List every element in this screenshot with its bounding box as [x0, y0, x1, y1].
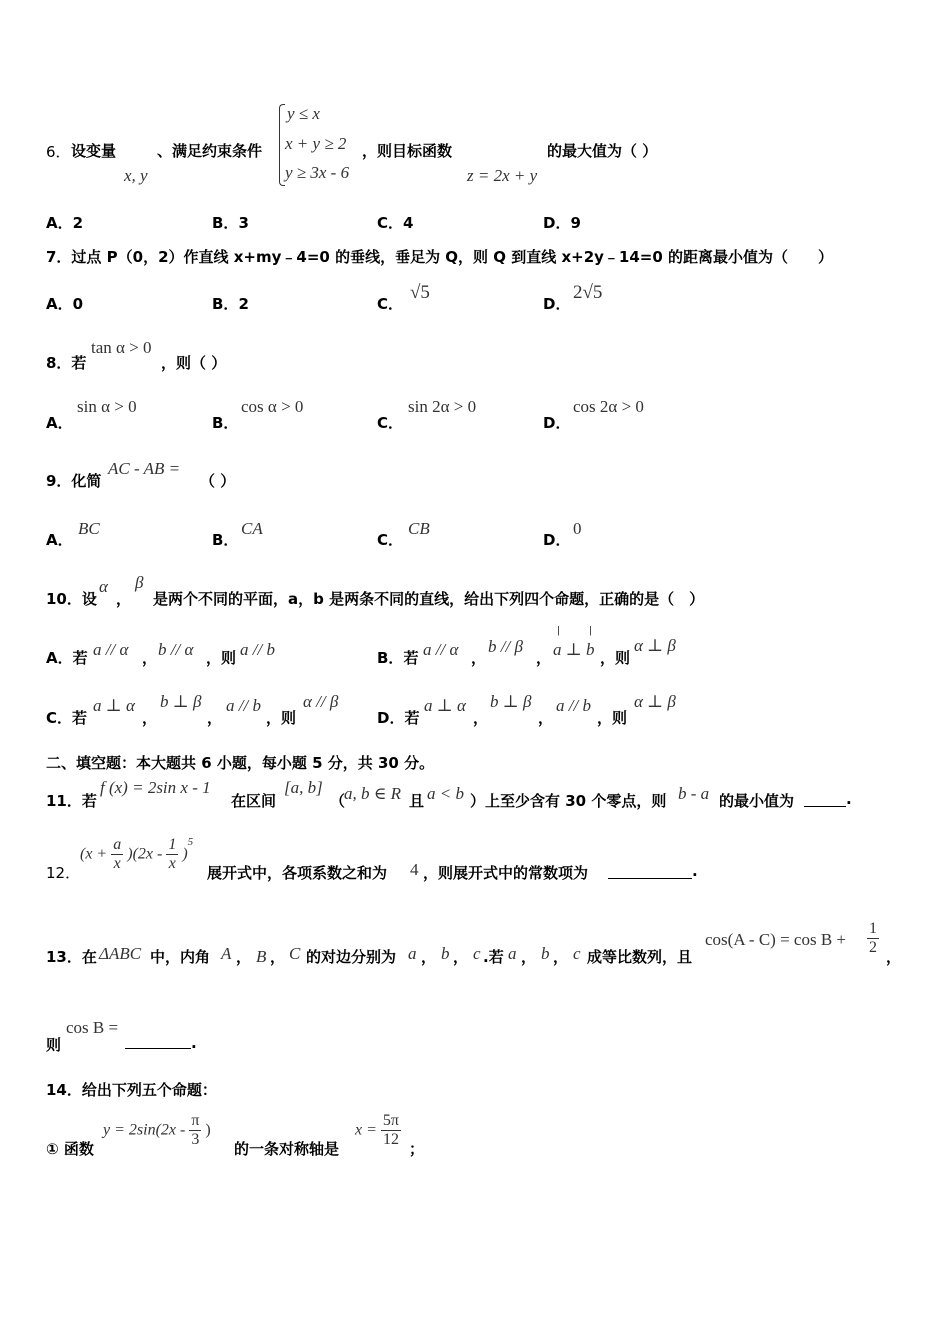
q13-text-3: .若 — [483, 948, 504, 966]
q13-side-b: b — [441, 944, 450, 963]
q11-text-2: （ — [330, 792, 346, 810]
q13-number: 13．在 — [46, 948, 97, 966]
q10-b-comma-2: ， — [536, 649, 552, 667]
q14-item-1-pre: ① 函数 — [46, 1140, 94, 1158]
q8-number: 8．若 — [46, 354, 87, 372]
q13-side-b-2: b — [541, 944, 550, 963]
q6-text-4: 的最大值为（ ） — [547, 142, 658, 160]
q11-answer-blank[interactable] — [804, 790, 846, 807]
q12-sum: 4 — [410, 860, 419, 879]
q10-d-cond-3: a // b — [556, 696, 591, 715]
q13-text-2: 的对边分别为 — [306, 948, 397, 966]
q9-tail: （ ） — [200, 472, 236, 490]
q13-angle-a: A — [221, 944, 232, 963]
q9-option-b-label[interactable]: B． — [212, 531, 239, 549]
q10-b-cond-1: a // α — [423, 640, 459, 659]
q13-side-c: c — [473, 944, 481, 963]
q10-d-mid: ，则 — [597, 709, 628, 727]
q7-option-d-label[interactable]: D． — [543, 295, 571, 313]
q14-item-1-mid: 的一条对称轴是 — [234, 1140, 340, 1158]
q9-number: 9．化简 — [46, 472, 102, 490]
q12-text-2: ，则展开式中的常数项为 — [423, 864, 589, 882]
q11-expression: b - a — [678, 784, 710, 803]
q10-d-cond-2: b ⊥ β — [490, 692, 532, 711]
q7-option-a[interactable]: A．0 — [46, 295, 84, 313]
q13-sep-3: ， — [421, 948, 437, 966]
q11-number: 11．若 — [46, 792, 97, 810]
q11-interval: [a, b] — [284, 778, 323, 797]
q9-option-a-value: BC — [78, 519, 100, 538]
q7-text: 7．过点 P（0，2）作直线 x+my﹣4=0 的垂线，垂足为 Q，则 Q 到直线 x+2y﹣14=0 的距离最小值为（ ） — [46, 248, 834, 266]
q13-angle-c: C — [289, 944, 301, 963]
q13-angle-b: B — [256, 947, 267, 966]
q10-c-cond-1: a ⊥ α — [93, 696, 135, 715]
q10-a-cond-2: b // α — [158, 640, 194, 659]
q10-c-cond-2: b ⊥ β — [160, 692, 202, 711]
q14-heading: 14．给出下列五个命题： — [46, 1081, 217, 1099]
q9-option-b-value: CA — [241, 519, 263, 538]
q13-text-4: 成等比数列，且 — [587, 948, 693, 966]
q11-text-1: 在区间 — [231, 792, 277, 810]
q10-b-cond-2: b // β — [488, 637, 523, 656]
q10-b-result: α ⊥ β — [634, 636, 676, 655]
q6-option-d[interactable]: D．9 — [543, 214, 581, 232]
q10-separator: ， — [116, 590, 132, 608]
q10-d-comma-1: ， — [473, 709, 489, 727]
q13-ask: cos B = — [66, 1018, 119, 1037]
q10-option-d[interactable]: D．若 — [377, 709, 420, 727]
q9-option-d-label[interactable]: D． — [543, 531, 571, 549]
q13-text-5: 则 — [46, 1036, 62, 1054]
q10-b-comma-1: ， — [471, 649, 487, 667]
q6-constraint-1: y ≤ x — [287, 104, 320, 123]
q8-option-a-label[interactable]: A． — [46, 414, 73, 432]
q6-option-b[interactable]: B．3 — [212, 214, 249, 232]
q10-beta: β — [135, 573, 144, 592]
q11-condition-2: a < b — [427, 784, 464, 803]
q10-c-comma-2: ， — [207, 709, 223, 727]
q9-option-d-value: 0 — [573, 519, 582, 538]
q8-option-d-label[interactable]: D． — [543, 414, 571, 432]
q13-text-1: 中，内角 — [150, 948, 211, 966]
q13-sep-2: ， — [270, 948, 286, 966]
q14-item-1-axis: x = $\frac{5\pi}{12}$ — [355, 1112, 399, 1148]
q10-number: 10．设 — [46, 590, 97, 608]
q10-d-comma-2: ， — [538, 709, 554, 727]
q12-answer-blank[interactable] — [608, 862, 692, 879]
q6-number: 6． — [46, 143, 71, 161]
q10-option-a[interactable]: A．若 — [46, 649, 88, 667]
q13-sep-1: ， — [236, 948, 252, 966]
q14-item-1-end: ； — [409, 1140, 425, 1158]
q6-option-a[interactable]: A．2 — [46, 214, 84, 232]
q6-option-c[interactable]: C．4 — [377, 214, 414, 232]
q9-expression: AC - AB = — [108, 459, 181, 478]
q13-fraction: $\frac{1}{2}$ — [869, 920, 877, 956]
vector-mark-a: | — [557, 626, 561, 636]
q9-option-c-value: CB — [408, 519, 430, 538]
q7-option-b[interactable]: B．2 — [212, 295, 249, 313]
q11-function: f (x) = 2sin x - 1 — [100, 778, 211, 797]
q8-option-a-value: sin α > 0 — [77, 397, 137, 416]
q13-side-a-2: a — [508, 944, 517, 963]
q12-number: 12． — [46, 864, 81, 882]
q10-option-b[interactable]: B．若 — [377, 649, 419, 667]
q10-c-result: α // β — [303, 692, 339, 711]
q6-text-1: 设变量 — [71, 142, 117, 160]
q11-condition-1: a, b ∈ R — [344, 784, 401, 803]
q10-c-cond-3: a // b — [226, 696, 261, 715]
q8-option-b-label[interactable]: B． — [212, 414, 239, 432]
q13-side-a: a — [408, 944, 417, 963]
q10-a-cond-1: a // α — [93, 640, 129, 659]
q12-expression: (x + $\frac{a}{x}$ )(2x - $\frac{1}{x}$ )$^5$ — [80, 836, 194, 872]
q6-text-2: 、满足约束条件 — [157, 142, 263, 160]
q10-text: 是两个不同的平面，a，b 是两条不同的直线，给出下列四个命题，正确的是（ ） — [153, 590, 705, 608]
q14-item-1-function: y = 2sin(2x - $\frac{\pi}{3}$ ) — [103, 1112, 211, 1148]
q11-text-3: 且 — [409, 792, 425, 810]
q10-alpha: α — [99, 577, 108, 596]
q9-option-c-label[interactable]: C． — [377, 531, 404, 549]
q7-option-c-value: √5 — [410, 282, 430, 303]
q7-option-c-label[interactable]: C． — [377, 295, 404, 313]
q10-a-mid: ，则 — [206, 649, 237, 667]
q10-a-comma: ， — [142, 649, 158, 667]
q6-constraint-2: x + y ≥ 2 — [285, 134, 347, 153]
q13-answer-blank[interactable] — [125, 1032, 191, 1049]
q10-c-comma-1: ， — [142, 709, 158, 727]
q13-condition: cos(A - C) = cos B + — [705, 930, 846, 949]
q11-end: . — [846, 790, 852, 808]
q6-text-3: ，则目标函数 — [362, 142, 453, 160]
q9-option-a-label[interactable]: A． — [46, 531, 73, 549]
section-heading: 二、填空题：本大题共 6 小题，每小题 5 分，共 30 分。 — [46, 754, 435, 772]
q12-text-1: 展开式中，各项系数之和为 — [207, 864, 388, 882]
q10-d-result: α ⊥ β — [634, 692, 676, 711]
q11-text-4: ）上至少含有 30 个零点，则 — [470, 792, 667, 810]
q8-option-b-value: cos α > 0 — [241, 397, 304, 416]
q12-end: . — [692, 862, 698, 880]
q7-option-d-value: 2√5 — [573, 282, 603, 303]
q13-sep-5: ， — [521, 948, 537, 966]
q10-b-mid: ，则 — [600, 649, 631, 667]
vector-mark-b: | — [589, 626, 593, 636]
q10-option-c[interactable]: C．若 — [46, 709, 88, 727]
q13-sep-6: ， — [553, 948, 569, 966]
q13-triangle: ΔABC — [99, 944, 142, 963]
q8-option-d-value: cos 2α > 0 — [573, 397, 644, 416]
q8-option-c-value: sin 2α > 0 — [408, 397, 477, 416]
q13-side-c-2: c — [573, 944, 581, 963]
q10-a-result: a // b — [240, 640, 275, 659]
q8-condition: tan α > 0 — [91, 338, 152, 357]
q8-option-c-label[interactable]: C． — [377, 414, 404, 432]
q10-c-mid: ，则 — [266, 709, 297, 727]
q11-text-5: 的最小值为 — [719, 792, 795, 810]
q13-comma: ， — [886, 948, 902, 966]
q13-end: . — [191, 1034, 197, 1052]
q6-vars: x, y — [124, 166, 148, 185]
q10-d-cond-1: a ⊥ α — [424, 696, 466, 715]
q6-constraint-3: y ≥ 3x - 6 — [285, 163, 350, 182]
q10-b-cond-3: a ⊥ b — [553, 640, 595, 659]
q13-sep-4: ， — [453, 948, 469, 966]
q6-target: z = 2x + y — [467, 166, 538, 185]
q8-tail: ，则（ ） — [161, 354, 227, 372]
